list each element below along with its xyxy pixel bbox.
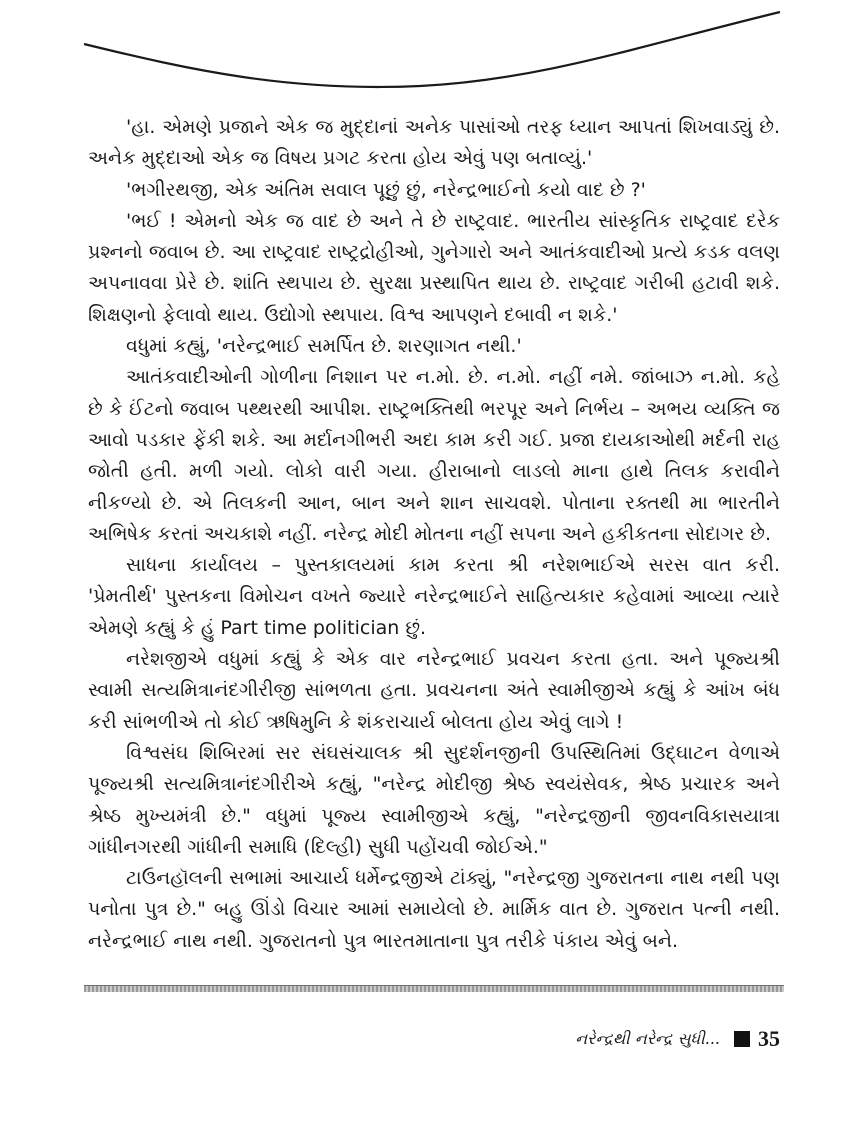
square-bullet-icon xyxy=(734,1031,750,1047)
paragraph: નરેશજીએ વધુમાં કહ્યું કે એક વાર નરેન્દ્રભાઈ પ્રવચન કરતા હતા. અને પૂજ્યશ્રી સ્વામી સત્યમિત્રાનંદગીરીજી સાંભળતા હતા. પ્રવચનના અંતે સ્વામીજીએ કહ્યું કે આંખ બંધ કરી સાંભળીએ તો કોઈ ઋષિમુનિ કે શંકરાચાર્ય બોલતા હોય એવું લાગે ! xyxy=(88,648,780,733)
paragraph: 'ભગીરથજી, એક અંતિમ સવાલ પૂછું છું, નરેન્દ્રભાઈનો કયો વાદ છે ?' xyxy=(126,178,646,201)
footer-rule xyxy=(84,985,784,992)
paragraph: 'ભઈ ! એમનો એક જ વાદ છે અને તે છે રાષ્ટ્રવાદ. ભારતીય સાંસ્કૃતિક રાષ્ટ્રવાદ દરેક પ્રશ્નનો જવાબ છે. આ રાષ્ટ્રવાદ રાષ્ટ્રદ્રોહીઓ, ગુનેગારો અને આતંકવાદીઓ પ્રત્યે કડક વલણ અપનાવવા પ્રેરે છે. શાંતિ સ્થપાય છે. સુરક્ષા પ્રસ્થાપિત થાય છે. રાષ્ટ્રવાદ ગરીબી હટાવી શકે. શિક્ષણનો ફેલાવો થાય. ઉદ્યોગો સ્થપાય. વિશ્વ આપણને દબાવી ન શકે.' xyxy=(88,209,780,326)
paragraph: ટાઉનહૉલની સભામાં આચાર્ય ધર્મેન્દ્રજીએ ટાંક્યું, "નરેન્દ્રજી ગુજરાતના નાથ નથી પણ પનોતા પુત્ર છે." બહુ ઊંડો વિચાર આમાં સમાયેલો છે. માર્મિક વાત છે. ગુજરાત પત્ની નથી. નરેન્દ્રભાઈ નાથ નથી. ગુજરાતનો પુત્ર ભારતમાતાના પુત્ર તરીકે પંકાય એવું બને. xyxy=(88,867,780,952)
paragraph: સાધના કાર્યાલય – પુસ્તકાલયમાં કામ કરતા શ્રી નરેશભાઈએ સરસ વાત કરી. 'પ્રેમતીર્થ' પુસ્તકના વિમોચન વખતે જ્યારે નરેન્દ્રભાઈને સાહિત્યકાર કહેવામાં આવ્યા ત્યારે એમણે કહ્યું કે હું Part time politician છું. xyxy=(88,554,780,639)
book-title: નરેન્દ્રથી નરેન્દ્ર સુધી... xyxy=(575,1029,720,1048)
decorative-curve xyxy=(0,0,856,100)
paragraph: 'હા. એમણે પ્રજાને એક જ મુદ્દાનાં અનેક પાસાંઓ તરફ ધ્યાન આપતાં શિખવાડ્યું છે. અનેક મુદ્દાઓ એક જ વિષય પ્રગટ કરતા હોય એવું પણ બતાવ્યું.' xyxy=(88,116,780,170)
paragraph: આતંકવાદીઓની ગોળીના નિશાન પર ન.મો. છે. ન.મો. નહીં નમે. જાંબાઝ ન.મો. કહે છે કે ઈંટનો જવાબ પથ્થરથી આપીશ. રાષ્ટ્રભક્તિથી ભરપૂર અને નિર્ભય – અભય વ્યક્તિ જ આવો પડકાર ફેંકી શકે. આ મર્દાનગીભરી અદા કામ કરી ગઈ. પ્રજા દાયકાઓથી મર્દની રાહ જોતી હતી. મળી ગયો. લોકો વારી ગયા. હીરાબાનો લાડલો માના હાથે તિલક કરાવીને નીકળ્યો છે. એ તિલકની આન, બાન અને શાન સાચવશે. પોતાના રક્તથી મા ભારતીને અભિષેક કરતાં અચકાશે નહીં. નરેન્દ્ર મોદી મોતના નહીં સપના અને હકીકતના સોદાગર છે. xyxy=(88,366,780,545)
paragraph: વિશ્વસંઘ શિબિરમાં સર સંઘસંચાલક શ્રી સુદર્શનજીની ઉપસ્થિતિમાં ઉદ્ઘાટન વેળાએ પૂજ્યશ્રી સત્યમિત્રાનંદગીરીએ કહ્યું, "નરેન્દ્ર મોદીજી શ્રેષ્ઠ સ્વયંસેવક, શ્રેષ્ઠ પ્રચારક અને શ્રેષ્ઠ મુખ્યમંત્રી છે." વધુમાં પૂજ્ય સ્વામીજીએ કહ્યું, "નરેન્દ્રજીની જીવનવિકાસયાત્રા ગાંધીનગરથી ગાંધીની સમાધિ (દિલ્હી) સુધી પહોંચવી જોઈએ." xyxy=(88,741,780,858)
body-text xyxy=(88,112,780,957)
paragraph: વધુમાં કહ્યું, 'નરેન્દ્રભાઈ સમર્પિત છે. શરણાગત નથી.' xyxy=(126,335,522,358)
page-number: 35 xyxy=(758,1026,780,1051)
page-footer xyxy=(575,1026,780,1052)
